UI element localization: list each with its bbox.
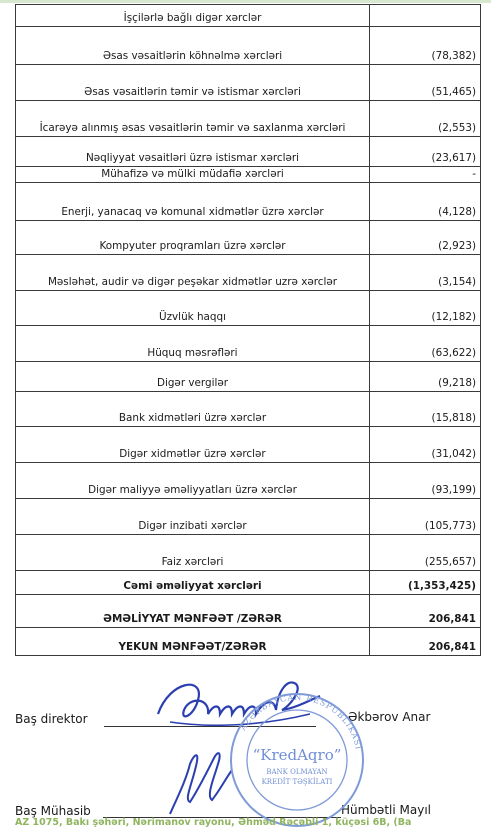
row-label: Kompyuter proqramları üzrə xərclər: [16, 221, 370, 255]
table-row: [16, 183, 481, 221]
row-label: Cəmi əməliyyat xərcləri: [16, 571, 370, 595]
row-label: İşçilərlə bağlı digər xərclər: [16, 5, 370, 27]
table-row: [16, 65, 481, 101]
table-row: [16, 535, 481, 571]
table-row: [16, 5, 481, 27]
row-label: YEKUN MƏNFƏƏT/ZƏRƏR: [16, 628, 370, 656]
director-title: Baş direktor: [15, 712, 88, 726]
row-value: (3,154): [370, 255, 481, 291]
company-stamp: [222, 692, 372, 828]
row-label: Bank xidmətləri üzrə xərclər: [16, 392, 370, 427]
row-value: (63,622): [370, 326, 481, 362]
row-label: Üzvlük haqqı: [16, 291, 370, 326]
row-value: (23,617): [370, 137, 481, 167]
row-label: Digər xidmətlər üzrə xərclər: [16, 427, 370, 463]
table-row: [16, 571, 481, 595]
stamp-name: “KredAqro”: [252, 746, 342, 764]
accountant-name: Hümbətli Mayıl: [341, 803, 431, 817]
stamp-ring-text: AZƏRBAYCAN RESPUBLİKASI: [238, 692, 364, 752]
row-value: 206,841: [370, 595, 481, 628]
row-label: Digər maliyyə əməliyyatları üzrə xərclər: [16, 463, 370, 499]
table-row: [16, 101, 481, 137]
row-value: (51,465): [370, 65, 481, 101]
table-row: [16, 628, 481, 656]
row-value: (255,657): [370, 535, 481, 571]
row-value: (2,923): [370, 221, 481, 255]
accountant-title: Baş Mühasib: [15, 804, 91, 818]
row-value: (2,553): [370, 101, 481, 137]
table-row: [16, 221, 481, 255]
row-value: (78,382): [370, 27, 481, 65]
row-value: (15,818): [370, 392, 481, 427]
top-border: [0, 0, 491, 3]
director-name: Əkbərov Anar: [348, 710, 431, 724]
row-value: (12,182): [370, 291, 481, 326]
row-label: Məsləhət, audir və digər peşəkar xidmətlər uzrə xərclər: [16, 255, 370, 291]
row-label: Faiz xərcləri: [16, 535, 370, 571]
row-value: (4,128): [370, 183, 481, 221]
expenses-table: [15, 4, 481, 656]
table-row: [16, 392, 481, 427]
table-row: [16, 291, 481, 326]
footer-address: AZ 1075, Bakı şəhəri, Nərimanov rayonu, Əhməd Rəcəbli 1, küçəsi 6B, (Ba: [15, 817, 412, 828]
row-value: (93,199): [370, 463, 481, 499]
row-value: (1,353,425): [370, 571, 481, 595]
stamp-line1: BANK OLMAYAN: [266, 768, 328, 776]
row-value: (105,773): [370, 499, 481, 535]
row-label: Əsas vəsaitlərin köhnəlmə xərcləri: [16, 27, 370, 65]
row-label: Nəqliyyat vəsaitləri üzrə istismar xərcləri: [16, 137, 370, 167]
table-row: [16, 499, 481, 535]
row-label: Digər vergilər: [16, 362, 370, 392]
row-value: -: [370, 167, 481, 183]
table-row: [16, 595, 481, 628]
row-label: Hüquq məsrəfləri: [16, 326, 370, 362]
row-value: [370, 5, 481, 27]
row-label: Enerji, yanacaq və komunal xidmətlər üzrə xərclər: [16, 183, 370, 221]
row-label: İcarəyə alınmış əsas vəsaitlərin təmir və saxlanma xərcləri: [16, 101, 370, 137]
table-row: [16, 27, 481, 65]
stamp-line2: KREDİT TƏŞKİLATI: [261, 778, 333, 786]
row-value: 206,841: [370, 628, 481, 656]
row-label: Digər inzibati xərclər: [16, 499, 370, 535]
table-row: [16, 427, 481, 463]
row-label: ƏMƏLİYYAT MƏNFƏƏT /ZƏRƏR: [16, 595, 370, 628]
row-value: (9,218): [370, 362, 481, 392]
table-row: [16, 167, 481, 183]
table-row: [16, 137, 481, 167]
row-label: Əsas vəsaitlərin təmir və istismar xərcləri: [16, 65, 370, 101]
table-row: [16, 463, 481, 499]
row-label: Mühafizə və mülki müdafiə xərcləri: [16, 167, 370, 183]
row-value: (31,042): [370, 427, 481, 463]
table-row: [16, 362, 481, 392]
table-row: [16, 255, 481, 291]
table-row: [16, 326, 481, 362]
